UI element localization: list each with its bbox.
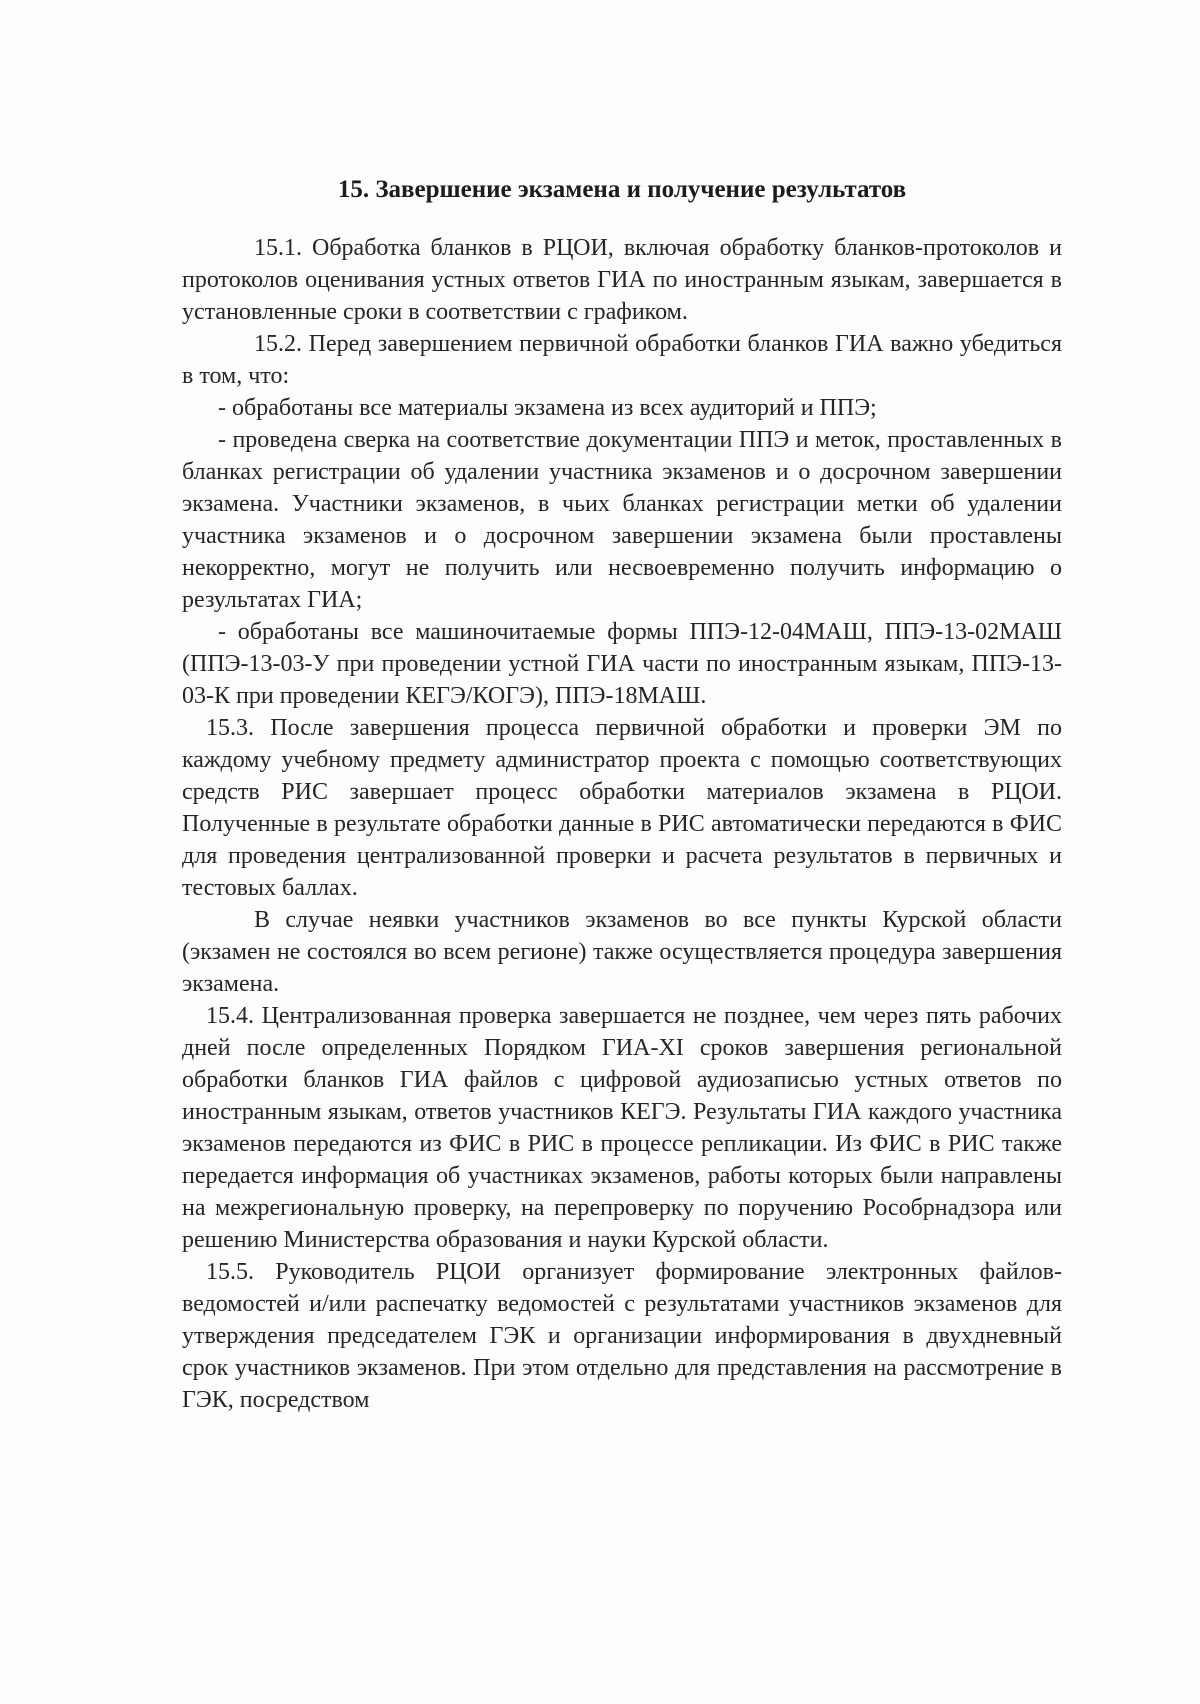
- paragraph-15-2: 15.2. Перед завершением первичной обработки бланков ГИА важно убедиться в том, что:: [182, 331, 1062, 389]
- paragraph-15-3: 15.3. После завершения процесса первичной обработки и проверки ЭМ по каждому учебному предмету администратор проекта с помощью соответствующих средств РИС завершает процесс обработки материалов экзамена в РЦОИ. Полученные в результате обработки данные в РИС автоматически передаются в ФИС для проведения централизованной проверки и расчета результатов в первичных и тестовых баллах.: [182, 715, 1062, 901]
- paragraph-absence-case: В случае неявки участников экзаменов во все пункты Курской области (экзамен не состоялся во всем регионе) также осуществляется процедура завершения экзамена.: [182, 907, 1062, 997]
- paragraph-15-4: 15.4. Централизованная проверка завершается не позднее, чем через пять рабочих дней после определенных Порядком ГИА-XI сроков завершения региональной обработки бланков ГИА файлов с цифровой аудиозаписью устных ответов по иностранным языкам, ответов участников КЕГЭ. Результаты ГИА каждого участника экзаменов передаются из ФИС в РИС в процессе репликации. Из ФИС в РИС также передается информация об участниках экзаменов, работы которых были направлены на межрегиональную проверку, на перепроверку по поручению Рособрнадзора или решению Министерства образования и науки Курской области.: [182, 1003, 1062, 1253]
- section-title: 15. Завершение экзамена и получение результатов: [337, 176, 907, 203]
- list-item-documentation-check: - проведена сверка на соответствие документации ППЭ и меток, проставленных в бланках регистрации об удалении участника экзаменов и о досрочном завершении экзамена. Участники экзаменов, в чьих бланках регистрации метки об удалении участника экзаменов и о досрочном завершении экзамена были проставлены некорректно, могут не получить или несвоевременно получить информацию о результатах ГИА;: [182, 427, 1062, 613]
- paragraph-15-5: 15.5. Руководитель РЦОИ организует формирование электронных файлов-ведомостей и/или распечатку ведомостей с результатами участников экзаменов для утверждения председателем ГЭК и организации информирования в двухдневный срок участников экзаменов. При этом отдельно для представления на рассмотрение в ГЭК, посредством: [182, 1259, 1062, 1413]
- list-item-machine-forms: - обработаны все машиночитаемые формы ППЭ-12-04МАШ, ППЭ-13-02МАШ (ППЭ-13-03-У при проведении устной ГИА части по иностранным языкам, ППЭ-13-03-К при проведении КЕГЭ/КОГЭ), ППЭ-18МАШ.: [182, 619, 1062, 709]
- list-item-materials-processed: - обработаны все материалы экзамена из всех аудиторий и ППЭ;: [218, 395, 877, 421]
- document-body: [182, 172, 1062, 1416]
- paragraph-15-1: 15.1. Обработка бланков в РЦОИ, включая обработку бланков-протоколов и протоколов оценивания устных ответов ГИА по иностранным языкам, завершается в установленные сроки в соответствии с графиком.: [182, 235, 1062, 325]
